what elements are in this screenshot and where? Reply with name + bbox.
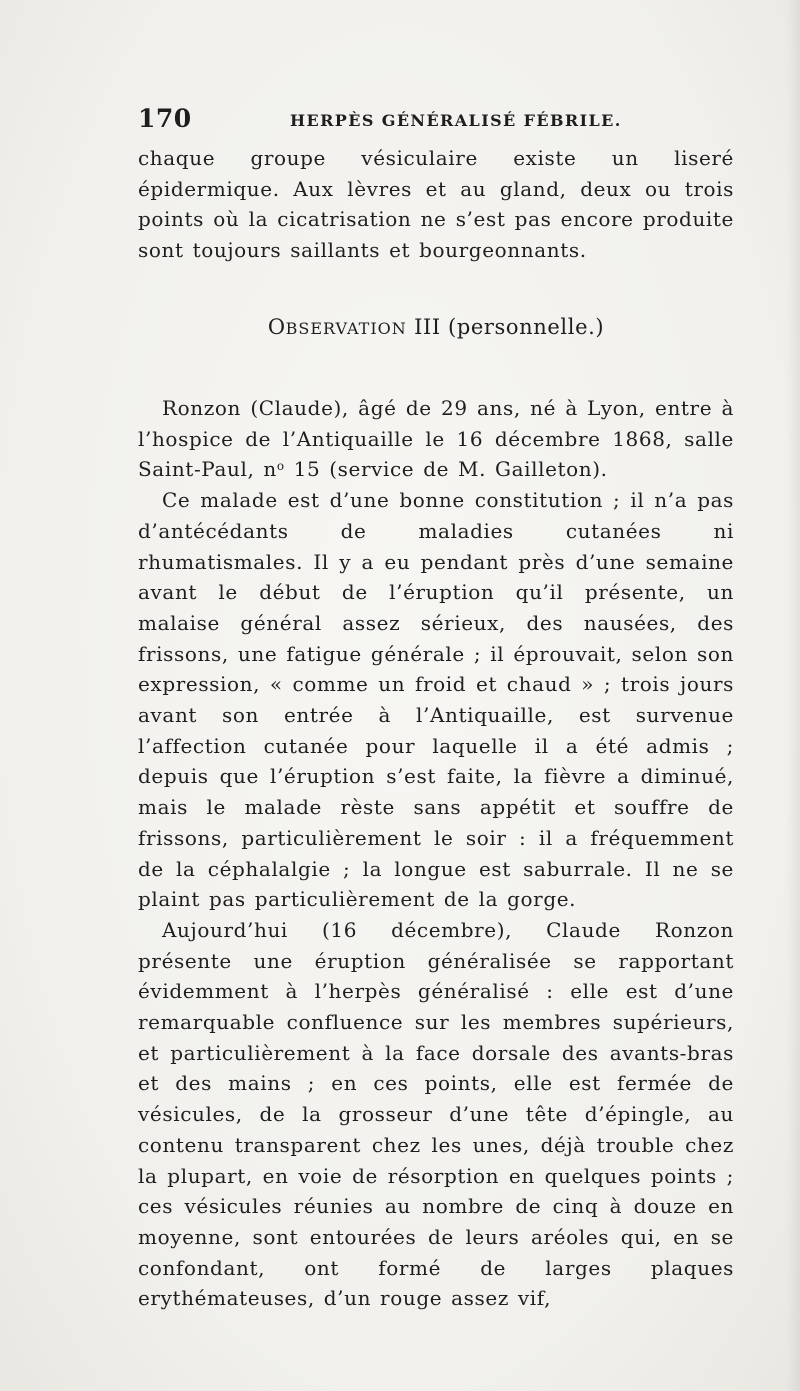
continuation-text (138, 143, 734, 266)
patient-intro-end: 15 (service de M. Gailleton). (284, 457, 608, 482)
running-title: HERPÈS GÉNÉRALISÉ FÉBRILE. (290, 111, 622, 130)
heading-initial: O (267, 315, 286, 339)
numero-superscript: o (276, 459, 285, 474)
observation-heading (138, 315, 734, 339)
patient-intro-text: Ronzon (Claude), âgé de 29 ans, né à Lyon, entre à l’hospice de l’Antiquaille le 16 décembre 1868, salle Saint-Paul, n (138, 396, 734, 482)
heading-number: III (personnelle.) (406, 315, 605, 339)
continuation-paragraph: chaque groupe vésiculaire existe un liseré épidermique. Aux lèvres et au gland, deux ou trois points où la cicatrisation ne s’est pas encore produite sont toujours saillants et bourgeonnants. (138, 146, 734, 263)
paragraph-examination: Aujourd’hui (16 décembre), Claude Ronzon présente une éruption généralisée se rapportant évidemment à l’herpès généralisé : elle est d’une remarquable confluence sur les membres supérieurs, et particulièrement à la face dorsale des avants-bras et des mains ; en ces points, elle est fermée de vésicules, de la grosseur d’une tête d’épingle, au contenu transparent chez les unes, déjà trouble chez la plupart, en voie de résorption en quelques points ; ces vésicules réunies au nombre de cinq à douze en moyenne, sont entourées de leurs aréoles qui, en se confondant, ont formé de larges plaques erythémateuses, d’un rouge assez vif, (138, 917, 734, 1311)
page-number: 170 (138, 104, 192, 133)
page-header (138, 104, 730, 138)
page-edge-shadow (786, 0, 800, 1391)
heading-smallcaps: BSERVATION (285, 319, 407, 338)
paragraph-patient-intro (138, 393, 734, 485)
observation-body (138, 393, 734, 1314)
paragraph-history: Ce malade est d’une bonne constitution ; il n’a pas d’antécédants de maladies cutanées ni rhumatismales. Il y a eu pendant près d’une semaine avant le début de l’éruption qu’il présente, un malaise général assez sérieux, des nausées, des frissons, une fatigue générale ; il éprouvait, selon son expression, « comme un froid et chaud » ; trois jours avant son entrée à l’Antiquaille, est survenue l’affection cutanée pour laquelle il a été admis ; depuis que l’éruption s’est faite, la fièvre a diminué, mais le malade rèste sans appétit et souffre de frissons, particulièrement le soir : il a fréquemment de la céphalalgie ; la longue est saburrale. Il ne se plaint pas particulièrement de la gorge. (138, 488, 734, 912)
